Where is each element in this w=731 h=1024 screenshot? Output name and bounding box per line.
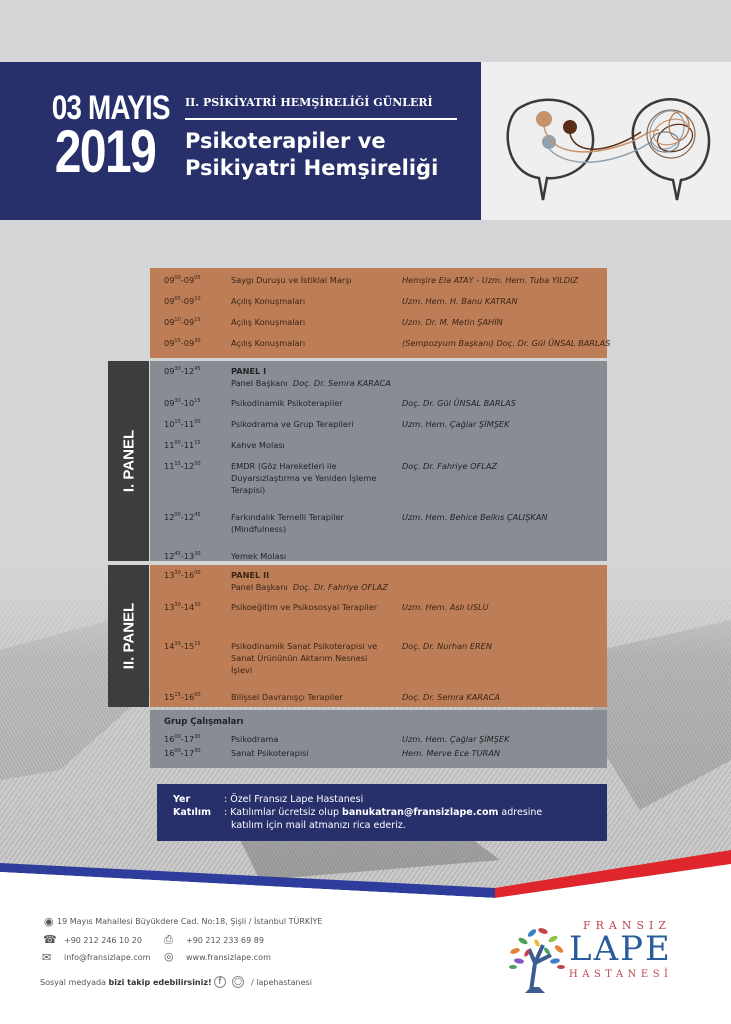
time-end-min: 45 — [194, 512, 201, 518]
time-end-min: 15 — [194, 641, 201, 647]
session-speaker: Uzm. Hem. Çağlar ŞİMŞEK — [402, 734, 510, 744]
time-end-hour: 09 — [183, 317, 195, 327]
opening-session-block — [150, 268, 611, 358]
session-time: $09^{10}-09^{15}$ — [164, 317, 201, 327]
group-sessions-title: Grup Çalışmaları — [164, 717, 244, 727]
time-start-min: 45 — [174, 551, 181, 557]
time-start-min: 00 — [174, 748, 181, 754]
schedule-row — [150, 316, 607, 330]
time-start-min: 15 — [174, 419, 181, 425]
join-email-link[interactable]: banukatran@fransizlape.com — [342, 807, 499, 818]
time-start-min: 00 — [174, 512, 181, 518]
panel-2-block — [150, 565, 607, 707]
time-end-hour: 09 — [183, 338, 195, 348]
time-end-min: 45 — [194, 366, 201, 372]
time-start-min: 10 — [174, 317, 181, 323]
panel-header-row — [150, 365, 607, 389]
panel-1-side-label — [108, 361, 149, 561]
orange-yarn-ball-icon — [536, 111, 552, 127]
time-end-hour: 12 — [183, 512, 195, 522]
session-time: $14^{30}-15^{15}$ — [164, 641, 201, 651]
session-time: $12^{45}-13^{30}$ — [164, 551, 201, 561]
globe-icon: ◎ — [164, 950, 174, 963]
panel-2-side-label — [108, 565, 149, 707]
join-value — [224, 806, 542, 819]
session-time: $12^{00}-12^{45}$ — [164, 512, 201, 522]
session-topic: Açılış Konuşmaları — [231, 296, 306, 306]
panel-header — [231, 365, 491, 389]
panel-1-block — [150, 361, 607, 561]
social-prefix: Sosyal medyada — [40, 978, 109, 987]
schedule-row — [150, 747, 607, 759]
session-speaker: Doç. Dr. Semra KARACA — [402, 692, 500, 702]
time-end-min: 00 — [194, 419, 201, 425]
time-start-min: 30 — [174, 570, 181, 576]
event-date-day: 03 MAYIS — [51, 89, 170, 127]
event-title — [185, 128, 438, 182]
session-speaker: (Sempozyum Başkanı) Doç. Dr. Gül ÜNSAL BARLAS — [402, 338, 611, 348]
event-subtitle: II. PSİKİYATRİ HEMŞİRELİĞİ GÜNLERİ — [185, 96, 433, 109]
logo-text-main: LAPE — [569, 929, 672, 969]
session-topic: Kahve Molası — [231, 440, 285, 450]
email-text[interactable]: info@fransizlape.com — [64, 953, 151, 962]
time-end-min: 30 — [194, 338, 201, 344]
time-start-min: 05 — [174, 296, 181, 302]
session-speaker: Uzm. Hem. Behice Belkıs ÇALIŞKAN — [402, 512, 548, 522]
social-handle[interactable]: / lapehastanesi — [251, 978, 312, 987]
time-end-hour: 17 — [183, 734, 195, 744]
time-end-min: 00 — [194, 461, 201, 467]
time-end-hour: 13 — [183, 551, 195, 561]
time-start-min: 30 — [174, 398, 181, 404]
session-time: $10^{15}-11^{00}$ — [164, 419, 201, 429]
time-start-hour: 13 — [164, 602, 175, 612]
session-topic: Açılış Konuşmaları — [231, 338, 306, 348]
session-speaker: Uzm. Hem. Çağlar ŞİMŞEK — [402, 419, 510, 429]
time-start-hour: 09 — [164, 366, 175, 376]
time-end-min: 15 — [194, 440, 201, 446]
schedule-row — [150, 550, 607, 562]
time-end-hour: 16 — [183, 570, 195, 580]
panel-title: PANEL II — [231, 570, 270, 580]
time-end-min: 30 — [194, 734, 201, 740]
time-start-min: 30 — [174, 602, 181, 608]
time-end-min: 00 — [194, 692, 201, 698]
panel-header-row — [150, 569, 607, 593]
schedule-row — [150, 274, 607, 288]
time-end-min: 15 — [194, 398, 201, 404]
event-date-year: 2019 — [54, 118, 156, 185]
session-topic: Psikodinamik Sanat Psikoterapisi ve Sanat Ürününün Aktarım Nesnesi İşlevi — [231, 641, 378, 675]
session-speaker: Hem. Merve Ece TURAN — [402, 748, 501, 758]
phone-text[interactable]: +90 212 246 10 20 — [64, 936, 142, 945]
join-suffix: adresine — [498, 807, 543, 818]
header-divider — [185, 118, 457, 120]
time-end-min: 15 — [194, 317, 201, 323]
session-time: $16^{00}-17^{30}$ — [164, 748, 201, 758]
session-topic: EMDR (Göz Hareketleri ile Duyarsızlaştırma ve Yeniden İşleme Terapisi) — [231, 461, 377, 495]
time-end-hour: 12 — [183, 366, 195, 376]
session-time: $09^{05}-09^{10}$ — [164, 296, 201, 306]
session-time: $13^{30}-16^{00}$ — [164, 570, 201, 580]
time-start-hour: 16 — [164, 734, 175, 744]
schedule-row — [150, 601, 607, 631]
session-speaker: Doç. Dr. Nurhan EREN — [402, 641, 492, 651]
session-time: $09^{15}-09^{30}$ — [164, 338, 201, 348]
time-start-min: 30 — [174, 366, 181, 372]
session-topic: Sanat Psikoterapisi — [231, 748, 309, 758]
session-topic: Farkındalık Temelli Terapiler (Mindfulness) — [231, 512, 344, 534]
venue-info-box — [157, 784, 607, 841]
time-start-hour: 09 — [164, 296, 175, 306]
time-end-min: 10 — [194, 296, 201, 302]
panel-chair-label: Panel Başkanı — [231, 378, 288, 388]
schedule-row — [150, 295, 607, 309]
session-time: $13^{30}-14^{30}$ — [164, 602, 201, 612]
time-end-hour: 14 — [183, 602, 195, 612]
panel-chair-name: Doç. Dr. Fahriye OFLAZ — [292, 582, 389, 592]
logo-text-bottom: HASTANESİ — [569, 969, 673, 980]
phone-icon: ☎ — [43, 933, 57, 946]
session-speaker: Uzm. Hem. Aslı USLU — [402, 602, 489, 612]
schedule-row — [150, 397, 607, 411]
time-end-hour: 16 — [183, 692, 195, 702]
time-start-hour: 09 — [164, 398, 175, 408]
hospital-logo — [505, 915, 695, 995]
time-start-min: 15 — [174, 692, 181, 698]
session-time: $09^{30}-12^{45}$ — [164, 366, 201, 376]
logo-text-top: FRANSIZ — [583, 919, 672, 932]
time-start-hour: 11 — [164, 461, 175, 471]
mail-icon: ✉ — [42, 951, 52, 964]
session-topic: Psikodinamik Psikoterapiler — [231, 398, 343, 408]
decorative-stripes — [0, 830, 731, 910]
session-time: $11^{00}-11^{15}$ — [164, 440, 201, 450]
panel-header — [231, 569, 491, 593]
session-topic: Psikodrama ve Grup Terapileri — [231, 419, 354, 429]
session-speaker: Uzm. Dr. M. Metin ŞAHİN — [402, 317, 503, 327]
address-text: 19 Mayıs Mahallesi Büyükdere Cad. No:18, Şişli / İstanbul TÜRKİYE — [57, 917, 323, 926]
place-value: : Özel Fransız Lape Hastanesi — [224, 794, 364, 805]
session-topic: Saygı Duruşu ve İstiklal Marşı — [231, 275, 352, 285]
session-time: $15^{15}-16^{00}$ — [164, 692, 201, 702]
time-start-min: 00 — [174, 734, 181, 740]
time-end-hour: 17 — [183, 748, 195, 758]
time-end-hour: 12 — [183, 461, 195, 471]
right-bubble-icon — [633, 99, 709, 200]
session-time: $09^{00}-09^{05}$ — [164, 275, 201, 285]
event-date — [40, 89, 170, 185]
time-start-hour: 12 — [164, 551, 175, 561]
time-start-hour: 10 — [164, 419, 175, 429]
time-start-hour: 09 — [164, 338, 175, 348]
group-sessions-block — [150, 710, 607, 768]
brown-yarn-ball-icon — [563, 120, 577, 134]
session-time: $16^{00}-17^{30}$ — [164, 734, 201, 744]
schedule-row — [150, 460, 607, 500]
session-time: $11^{15}-12^{00}$ — [164, 461, 201, 471]
session-topic: Psikoeğitim ve Psikososyal Terapiler — [231, 602, 378, 612]
speech-bubbles-illustration — [481, 62, 731, 220]
website-text[interactable]: www.fransizlape.com — [186, 953, 271, 962]
time-end-hour: 09 — [183, 275, 195, 285]
header-navy-panel — [0, 62, 481, 220]
session-topic: Açılış Konuşmaları — [231, 317, 306, 327]
panel-title: PANEL I — [231, 366, 267, 376]
time-start-hour: 14 — [164, 641, 175, 651]
fax-text: +90 212 233 69 89 — [186, 936, 264, 945]
panel-chair-name: Doç. Dr. Semra KARACA — [292, 378, 391, 388]
time-end-hour: 11 — [183, 419, 195, 429]
session-speaker: Hemşire Ela ATAY - Uzm. Hem. Tuba YILDIZ — [402, 275, 579, 285]
time-start-hour: 16 — [164, 748, 175, 758]
place-label: Yer — [173, 794, 191, 805]
time-start-min: 00 — [174, 275, 181, 281]
time-start-min: 00 — [174, 440, 181, 446]
instagram-icon[interactable]: ○ — [232, 976, 244, 988]
time-end-min: 05 — [194, 275, 201, 281]
location-pin-icon: ◉ — [44, 915, 54, 928]
session-topic: Yemek Molası — [231, 551, 287, 561]
facebook-icon[interactable]: f — [214, 976, 226, 988]
schedule-row — [150, 733, 607, 745]
time-end-hour: 11 — [183, 440, 195, 450]
session-time: $09^{30}-10^{15}$ — [164, 398, 201, 408]
event-title-line2: Psikiyatri Hemşireliği — [185, 156, 439, 180]
social-text — [40, 978, 212, 987]
join-prefix: : Katılımlar ücretsiz olup — [224, 807, 343, 818]
event-title-line1: Psikoterapiler ve — [185, 129, 386, 153]
schedule-row — [150, 439, 607, 453]
time-end-hour: 10 — [183, 398, 195, 408]
schedule-row — [150, 418, 607, 432]
time-start-hour: 12 — [164, 512, 175, 522]
panel-chair-label: Panel Başkanı — [231, 582, 288, 592]
header-banner — [0, 62, 731, 220]
session-speaker: Doç. Dr. Gül ÜNSAL BARLAS — [402, 398, 516, 408]
time-start-min: 15 — [174, 461, 181, 467]
fax-icon: ⎙ — [164, 933, 173, 946]
session-speaker: Doç. Dr. Fahriye OFLAZ — [402, 461, 498, 471]
time-start-hour: 15 — [164, 692, 175, 702]
tree-logo-icon — [505, 915, 567, 995]
schedule-row — [150, 640, 607, 675]
panel-1-label-text: I. PANEL — [120, 429, 137, 493]
time-end-hour: 15 — [183, 641, 195, 651]
time-start-hour: 11 — [164, 440, 175, 450]
time-start-min: 30 — [174, 641, 181, 647]
schedule-row — [150, 337, 611, 351]
time-start-hour: 09 — [164, 275, 175, 285]
time-end-min: 30 — [194, 602, 201, 608]
schedule-row — [150, 511, 607, 539]
time-end-min: 00 — [194, 570, 201, 576]
time-start-hour: 09 — [164, 317, 175, 327]
time-start-min: 15 — [174, 338, 181, 344]
time-start-hour: 13 — [164, 570, 175, 580]
time-end-hour: 09 — [183, 296, 195, 306]
time-end-min: 30 — [194, 748, 201, 754]
social-bold: bizi takip edebilirsiniz! — [108, 978, 212, 987]
panel-2-label-text: II. PANEL — [120, 602, 137, 670]
session-topic: Bilişsel Davranışçı Terapiler — [231, 692, 343, 702]
session-topic: Psikodrama — [231, 734, 279, 744]
session-speaker: Uzm. Hem. H. Banu KATRAN — [402, 296, 518, 306]
join-label: Katılım — [173, 807, 211, 818]
time-end-min: 30 — [194, 551, 201, 557]
join-line2: katılım için mail atmanızı rica ederiz. — [231, 820, 406, 831]
